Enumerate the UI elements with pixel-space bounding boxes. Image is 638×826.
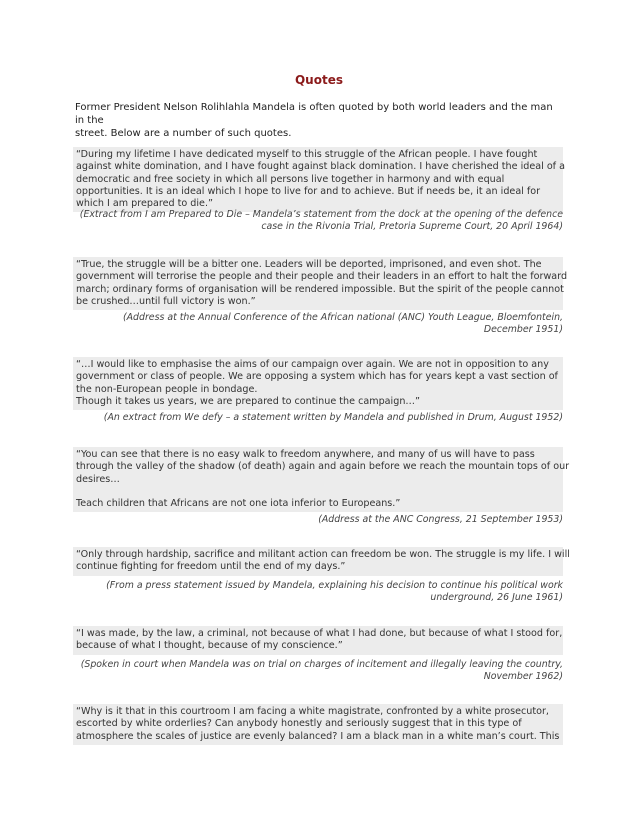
source-line: (Spoken in court when Mandela was on trial on charges of incitement and illegally leaving the country, <box>80 659 563 670</box>
quote-block <box>73 626 563 655</box>
quote-line: because of what I thought, because of my conscience.” <box>76 640 343 652</box>
source-line: (Extract from I am Prepared to Die – Mandela’s statement from the dock at the opening of the defence <box>79 209 563 220</box>
source-line: December 1951) <box>483 324 563 336</box>
quote-line: escorted by white orderlies? Can anybody honestly and seriously suggest that in this type of <box>76 718 522 730</box>
quote-source <box>73 312 563 337</box>
quote-line: “Only through hardship, sacrifice and militant action can freedom be won. The struggle is my life. I will <box>76 549 570 560</box>
quote-line: atmosphere the scales of justice are evenly balanced? I am a black man in a white man’s court. This <box>76 730 560 742</box>
quote-line: desires… <box>76 473 120 485</box>
quote-line: continue fighting for freedom until the end of my days.” <box>76 561 346 573</box>
quote-line: through the valley of the shadow (of death) again and again before we reach the mountain tops of our <box>76 461 570 473</box>
quote-block <box>73 447 570 512</box>
quote-block <box>73 704 563 745</box>
quote-line: “…I would like to emphasise the aims of our campaign over again. We are not in opposition to any <box>76 359 549 370</box>
source-line: November 1962) <box>483 671 563 683</box>
intro-paragraph <box>75 101 565 140</box>
quote-line: be crushed…until full victory is won.” <box>76 295 256 307</box>
quote-line: government or class of people. We are opposing a system which has for years kept a vast section of <box>76 371 558 383</box>
source-line: (Address at the ANC Congress, 21 September 1953) <box>318 514 563 525</box>
quote-line: Teach children that Africans are not one iota inferior to Europeans.” <box>76 497 401 509</box>
quote-block <box>73 547 570 576</box>
quote-line: government will terrorise the people and their people and their leaders in an effort to halt the forward <box>76 271 568 283</box>
quote-block <box>73 257 568 310</box>
source-line: (An extract from We defy – a statement written by Mandela and published in Drum, August 1952) <box>103 412 563 423</box>
quote-block <box>73 357 563 410</box>
quote-line: which I am prepared to die.” <box>76 198 213 210</box>
quote-source <box>73 209 563 234</box>
source-line: case in the Rivonia Trial, Pretoria Supreme Court, 20 April 1964) <box>261 221 563 233</box>
quote-line: “During my lifetime I have dedicated myself to this struggle of the African people. I have fought <box>76 149 538 160</box>
intro-line: street. Below are a number of such quotes. <box>75 128 292 139</box>
page-title: Quotes <box>294 73 343 87</box>
quote-line: “Why is it that in this courtroom I am facing a white magistrate, confronted by a white prosecutor, <box>76 706 549 717</box>
quote-line: “You can see that there is no easy walk to freedom anywhere, and many of us will have to pass <box>76 449 535 460</box>
quote-line: the non-European people in bondage. <box>76 383 258 395</box>
quote-line: Though it takes us years, we are prepared to continue the campaign…” <box>76 395 420 407</box>
quote-source <box>73 514 563 526</box>
quote-source <box>73 580 563 605</box>
quote-line: “True, the struggle will be a bitter one. Leaders will be deported, imprisoned, and even shot. The <box>76 259 542 270</box>
quote-source <box>73 659 563 684</box>
source-line: (From a press statement issued by Mandela, explaining his decision to continue his political work <box>106 580 563 591</box>
quote-source <box>73 412 563 424</box>
quote-line: opportunities. It is an ideal which I hope to live for and to achieve. But if needs be, it an ideal for <box>76 185 541 197</box>
quote-block <box>73 147 563 212</box>
quote-line: “I was made, by the law, a criminal, not because of what I had done, but because of what I stood for, <box>76 628 563 639</box>
quote-line: democratic and free society in which all persons live together in harmony and with equal <box>76 173 505 185</box>
blank-line <box>76 486 561 498</box>
quote-line: against white domination, and I have fought against black domination. I have cherished the ideal of a <box>76 161 565 173</box>
intro-line: Former President Nelson Rolihlahla Mandela is often quoted by both world leaders and the man in the <box>75 102 553 126</box>
source-line: underground, 26 June 1961) <box>430 592 563 604</box>
quote-line: march; ordinary forms of organisation will be rendered impossible. But the spirit of the people cannot <box>76 283 564 295</box>
source-line: (Address at the Annual Conference of the African national (ANC) Youth League, Bloemfontein, <box>122 312 563 323</box>
